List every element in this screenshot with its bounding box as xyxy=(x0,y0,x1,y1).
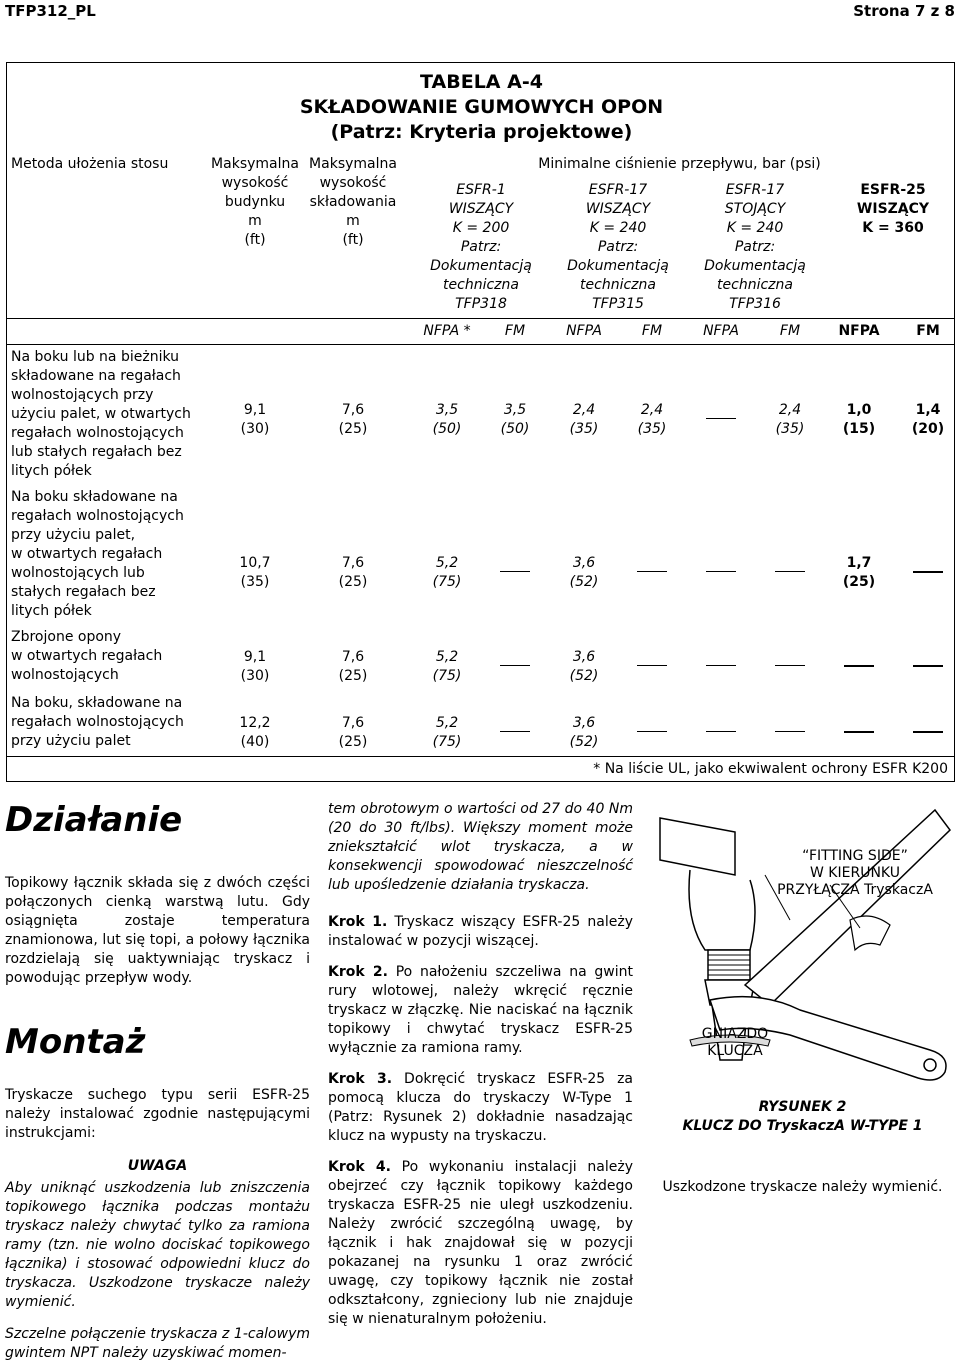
sprinkler-header-line: Dokumentacją xyxy=(704,258,806,274)
sprinkler-header-line: Patrz: xyxy=(597,239,639,255)
row-building-height-line: 12,2 xyxy=(239,715,271,731)
figure-caption-text: KLUCZ DO TryskaczA W-TYPE 1 xyxy=(682,1118,923,1134)
row-value-line: 5,2 xyxy=(435,555,459,571)
divider xyxy=(7,344,954,345)
row-method-line: przy użyciu palet, xyxy=(11,527,136,543)
row-method-line: Zbrojone opony xyxy=(11,629,122,645)
label-wrench-socket xyxy=(690,1026,780,1060)
row-storage-height xyxy=(313,554,393,592)
para-torque: tem obrotowym o wartości od 27 do 40 Nm (20 do 30 ft/lbs). Większy moment może zniekształcić wlot tryskacza, a w konsekwencji spowodować nieszczelność lub upośledzenie działania tryskacza. xyxy=(328,801,633,893)
row-method-line: regałach wolnostojących xyxy=(11,425,184,441)
row-value-dash xyxy=(637,571,667,572)
row-value-line: (50) xyxy=(500,421,530,437)
step-2 xyxy=(328,963,633,1058)
row-building-height-line: (40) xyxy=(240,734,270,750)
row-method-line: wolnostojących xyxy=(11,667,119,683)
row-value-line: 3,6 xyxy=(572,649,596,665)
sprinkler-header-line: WISZĄCY xyxy=(585,201,651,217)
sprinkler-header-line: techniczna xyxy=(443,277,519,293)
row-value xyxy=(544,714,624,752)
row-value-line: (50) xyxy=(432,421,462,437)
table-title: TABELA A-4 xyxy=(420,71,543,93)
row-method xyxy=(11,488,201,621)
row-value-dash xyxy=(706,418,736,419)
row-value-dash xyxy=(706,571,736,572)
row-method-line: składowane na regałach xyxy=(11,368,181,384)
table-subtitle: SKŁADOWANIE GUMOWYCH OPON xyxy=(299,96,664,118)
row-method-line: w otwartych regałach xyxy=(11,546,163,562)
subheader-cell: FM xyxy=(504,323,526,339)
row-value-line: 1,0 xyxy=(846,402,872,418)
sprinkler-header xyxy=(550,181,686,314)
sprinkler-header xyxy=(687,181,823,314)
subheader-cell: FM xyxy=(641,323,663,339)
row-value-line: 5,2 xyxy=(435,715,459,731)
sprinkler-header-line: TFP316 xyxy=(729,296,781,312)
row-building-height xyxy=(215,648,295,686)
row-building-height-line: 9,1 xyxy=(243,649,267,665)
row-value-line: (75) xyxy=(432,574,462,590)
row-storage-height xyxy=(313,714,393,752)
row-value-line: 5,2 xyxy=(435,649,459,665)
row-value-line: (25) xyxy=(842,574,876,590)
label-fitting-side xyxy=(755,848,955,899)
row-value-dash xyxy=(637,731,667,732)
col-header-line: wysokość xyxy=(319,175,387,191)
sprinkler-header-line: ESFR-25 xyxy=(860,182,926,198)
row-method xyxy=(11,694,201,751)
row-value xyxy=(544,554,624,592)
row-value-line: (35) xyxy=(569,421,599,437)
row-method-line: użyciu palet, w otwartych xyxy=(11,406,191,422)
row-value xyxy=(544,648,624,686)
row-value xyxy=(407,554,487,592)
row-value-line: 3,6 xyxy=(572,555,596,571)
doc-code: TFP312_PL xyxy=(5,2,96,20)
row-value xyxy=(407,714,487,752)
sprinkler-header-line: K = 360 xyxy=(862,220,924,236)
row-storage-height-line: (25) xyxy=(338,734,368,750)
row-value-dash xyxy=(637,665,667,666)
row-building-height xyxy=(215,714,295,752)
row-method-line: lub stałych regałach bez xyxy=(11,444,182,460)
sprinkler-header-line: ESFR-1 xyxy=(456,182,506,198)
col-header-storage xyxy=(303,155,403,250)
row-storage-height-line: 7,6 xyxy=(341,715,365,731)
row-building-height-line: (35) xyxy=(240,574,270,590)
row-building-height-line: 10,7 xyxy=(239,555,271,571)
sprinkler-header-line: Dokumentacją xyxy=(567,258,669,274)
row-storage-height-line: (25) xyxy=(338,421,368,437)
row-storage-height xyxy=(313,648,393,686)
step-3-label: Krok 3. xyxy=(328,1071,393,1087)
para-montaz: Tryskacze suchego typu serii ESFR-25 należy instalować zgodnie następującymi instrukcjami: xyxy=(5,1087,310,1141)
step-1 xyxy=(328,913,633,951)
row-value-line: (52) xyxy=(569,574,599,590)
row-method-line: Na boku lub na bieżniku xyxy=(11,349,180,365)
row-method-line: przy użyciu palet xyxy=(11,733,131,749)
col-header-line: m xyxy=(248,213,262,229)
row-value-line: (75) xyxy=(432,734,462,750)
para-dzialanie: Topikowy łącznik składa się z dwóch części połączonych cienką warstwą lutu. Gdy osiągnięta zostaje temperatura znamionowa, lut się topi, a połowy łącznika rozdzielają się uaktywniając tryskacz i powodując przepływ wody. xyxy=(5,875,310,986)
row-value xyxy=(888,401,960,439)
row-storage-height-line: 7,6 xyxy=(341,555,365,571)
sprinkler-header-line: techniczna xyxy=(580,277,656,293)
row-building-height xyxy=(215,554,295,592)
row-storage-height xyxy=(313,401,393,439)
figure-label-line: GNIAZDO xyxy=(701,1026,769,1042)
row-value xyxy=(475,401,555,439)
row-building-height-line: (30) xyxy=(240,421,270,437)
row-method-line: regałach wolnostojących xyxy=(11,508,184,524)
row-value-line: 2,4 xyxy=(640,402,664,418)
row-value xyxy=(819,554,899,592)
row-value-dash xyxy=(500,571,530,572)
row-value-dash xyxy=(706,665,736,666)
row-value xyxy=(407,648,487,686)
row-storage-height-line: 7,6 xyxy=(341,402,365,418)
row-storage-height-line: (25) xyxy=(338,668,368,684)
col-header-line: Maksymalna xyxy=(309,156,397,172)
figure-2 xyxy=(650,800,955,1300)
table-a4 xyxy=(6,62,955,782)
figure-label-line: KLUCZA xyxy=(707,1043,763,1059)
row-value-line: (75) xyxy=(432,668,462,684)
divider xyxy=(7,318,954,319)
row-value-line: 3,5 xyxy=(503,402,527,418)
sprinkler-header-line: K = 240 xyxy=(589,220,647,236)
figure-label-line: “FITTING SIDE” xyxy=(802,848,908,864)
sprinkler-header-line: Dokumentacją xyxy=(430,258,532,274)
row-building-height-line: (30) xyxy=(240,668,270,684)
row-value-dash xyxy=(775,665,805,666)
row-building-height-line: 9,1 xyxy=(243,402,267,418)
sprinkler-header xyxy=(825,181,960,238)
warning-title: UWAGA xyxy=(127,1158,188,1174)
col-header-line: wysokość xyxy=(221,175,289,191)
sprinkler-header-line: STOJĄCY xyxy=(724,201,786,217)
row-method xyxy=(11,348,201,481)
step-4-text: Po wykonaniu instalacji należy obejrzeć czy łącznik topikowy każdego tryskacza ESFR-25 nie uległ uszkodzeniu. Należy zwrócić szczególną uwagę, by łącznik i hak znajdował się w pozycji pokazanej na rysunku 1 oraz zwrócić uwagę, czy topikowy łącznik nie został odkształcony, zgnieciony lub nie znajduje się w nienaturalnym położeniu. xyxy=(328,1159,633,1327)
row-building-height xyxy=(215,401,295,439)
step-2-text: Po nałożeniu szczeliwa na gwint rury wlotowej, należy wkręcić ręcznie tryskacz w złączkę. Nie naciskać na łącznik topikowy i chwytać tryskacz ESFR-25 wyłącznie za ramiona ramy. xyxy=(328,964,633,1056)
col-header-line: (ft) xyxy=(342,232,364,248)
page-header xyxy=(0,0,960,22)
subheader-cell: FM xyxy=(916,323,940,339)
step-3-text: Dokręcić tryskacz ESFR-25 za pomocą klucza do tryskaczy W-Type 1 (Patrz: Rysunek 2) dokładnie nasadzając klucz na wypusty na tryskaczu. xyxy=(328,1071,633,1144)
row-method-line: wolnostojących przy xyxy=(11,387,154,403)
row-value-line: (52) xyxy=(569,734,599,750)
sprinkler-header-line: Patrz: xyxy=(460,239,502,255)
row-method-line: litych półek xyxy=(11,603,92,619)
row-method-line: Na boku składowane na xyxy=(11,489,178,505)
row-value-dash xyxy=(913,665,943,667)
subheader-cell: NFPA xyxy=(566,323,602,339)
row-value-dash xyxy=(913,731,943,733)
figure-label-line: W KIERUNKU xyxy=(810,865,900,881)
row-value-line: (20) xyxy=(911,421,945,437)
row-method xyxy=(11,628,201,685)
col-header-line: (ft) xyxy=(244,232,266,248)
row-value-line: (35) xyxy=(775,421,805,437)
row-value-line: 2,4 xyxy=(572,402,596,418)
figure-caption-title: RYSUNEK 2 xyxy=(758,1099,847,1115)
sprinkler-header-line: ESFR-17 xyxy=(725,182,785,198)
divider xyxy=(7,756,954,757)
step-4-label: Krok 4. xyxy=(328,1159,391,1175)
sprinkler-header xyxy=(413,181,549,314)
row-value-dash xyxy=(913,571,943,573)
warning-text: Aby uniknąć uszkodzenia lub zniszczenia topikowego łącznika podczas montażu tryskacz należy chwytać tylko za ramiona ramy (tzn. nie wolno dociskać topikowego łącznika) i stosować odpowiedni klucz do tryskacza. Uszkodzone tryskacze należy wymienić. xyxy=(5,1180,310,1310)
sprinkler-header-line: TFP315 xyxy=(592,296,644,312)
col-header-method: Metoda ułożenia stosu xyxy=(11,156,169,172)
page-number: Strona 7 z 8 xyxy=(853,2,955,20)
row-value-line: (52) xyxy=(569,668,599,684)
table-footnote: * Na liście UL, jako ekwiwalent ochrony ESFR K200 xyxy=(593,761,948,777)
row-method-line: regałach wolnostojących xyxy=(11,714,184,730)
sprinkler-header-line: ESFR-17 xyxy=(588,182,648,198)
sprinkler-header-line: WISZĄCY xyxy=(448,201,514,217)
row-value-dash xyxy=(706,731,736,732)
heading-montaz: Montaż xyxy=(5,1022,146,1062)
col-header-line: m xyxy=(346,213,360,229)
row-value-line: 1,7 xyxy=(846,555,872,571)
subheader-cell: NFPA xyxy=(703,323,739,339)
row-value-line: 3,5 xyxy=(435,402,459,418)
step-1-text: Tryskacz wiszący ESFR-25 należy instalować w pozycji wiszącej. xyxy=(328,914,633,949)
step-2-label: Krok 2. xyxy=(328,964,388,980)
row-value xyxy=(750,401,830,439)
table-reference: (Patrz: Kryteria projektowe) xyxy=(330,121,633,143)
step-3 xyxy=(328,1070,633,1146)
figure-label-line: PRZYŁĄCZA TryskaczA xyxy=(777,882,933,898)
row-value-dash xyxy=(775,571,805,572)
para-szczelne: Szczelne połączenie tryskacza z 1-calowym gwintem NPT należy uzyskiwać momen- xyxy=(5,1326,310,1361)
row-value-dash xyxy=(500,665,530,666)
row-storage-height-line: 7,6 xyxy=(341,649,365,665)
heading-dzialanie: Działanie xyxy=(5,800,183,840)
row-method-line: wolnostojących lub xyxy=(11,565,145,581)
subheader-cell: FM xyxy=(779,323,801,339)
row-value-line: (35) xyxy=(637,421,667,437)
col-header-line: składowania xyxy=(309,194,397,210)
row-value-line: (15) xyxy=(842,421,876,437)
row-value-line: 3,6 xyxy=(572,715,596,731)
subheader-cell: NFPA xyxy=(838,323,880,339)
row-method-line: stałych regałach bez xyxy=(11,584,156,600)
sprinkler-header-line: K = 200 xyxy=(452,220,510,236)
column-middle xyxy=(328,800,633,1329)
row-value xyxy=(612,401,692,439)
sprinkler-header-line: TFP318 xyxy=(455,296,507,312)
sprinkler-header-line: K = 240 xyxy=(726,220,784,236)
sprinkler-header-line: techniczna xyxy=(717,277,793,293)
sprinkler-header-line: WISZĄCY xyxy=(856,201,930,217)
row-value-dash xyxy=(844,731,874,733)
col-header-line: Maksymalna xyxy=(211,156,299,172)
replace-note: Uszkodzone tryskacze należy wymienić. xyxy=(662,1179,943,1195)
step-4 xyxy=(328,1158,633,1329)
row-method-line: w otwartych regałach xyxy=(11,648,163,664)
col-header-pressure: Minimalne ciśnienie przepływu, bar (psi) xyxy=(538,156,821,172)
row-value-line: 1,4 xyxy=(915,402,941,418)
row-method-line: litych półek xyxy=(11,463,92,479)
col-header-building xyxy=(205,155,305,250)
row-value-dash xyxy=(775,731,805,732)
row-value-line: 2,4 xyxy=(778,402,802,418)
row-value-dash xyxy=(500,731,530,732)
column-left xyxy=(5,800,310,1363)
step-1-label: Krok 1. xyxy=(328,914,388,930)
sprinkler-header-line: Patrz: xyxy=(734,239,776,255)
row-value-dash xyxy=(844,665,874,667)
row-method-line: Na boku, składowane na xyxy=(11,695,183,711)
col-header-line: budynku xyxy=(224,194,286,210)
subheader-cell: NFPA * xyxy=(423,323,471,339)
row-value xyxy=(819,401,899,439)
row-storage-height-line: (25) xyxy=(338,574,368,590)
